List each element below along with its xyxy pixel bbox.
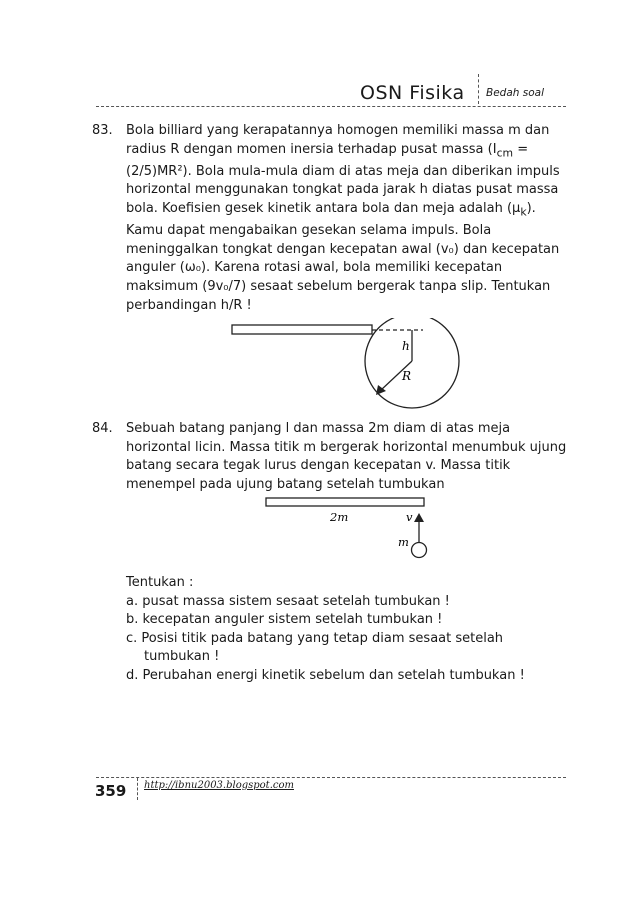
footer-divider bbox=[137, 778, 138, 800]
question-b: b. kecepatan anguler sistem setelah tumbukan ! bbox=[126, 612, 443, 628]
header-rule bbox=[96, 106, 566, 107]
formula-subscript: cm bbox=[496, 146, 514, 160]
problem-83 bbox=[92, 122, 570, 315]
mu-subscript: k bbox=[520, 205, 527, 219]
formula-rest: = (2/5)MR² bbox=[126, 141, 529, 179]
problem-text-part-3: ). Kamu dapat mengabaikan gesekan selama impuls. Bola meninggalkan tongkat dengan kecepatan awal (v₀) dan kecepatan anguler (ω₀). Karena rotasi awal, bola memiliki kecepatan maksimum (9v₀/7) sesaat sebelum bergerak tanpa slip. Tentukan perbandingan h/R ! bbox=[126, 200, 560, 313]
velocity-arrowhead bbox=[414, 513, 424, 522]
point-mass bbox=[412, 543, 427, 558]
footer-rule bbox=[96, 777, 566, 778]
questions-block bbox=[126, 574, 566, 686]
label-2m: 2m bbox=[330, 510, 349, 524]
label-v: v bbox=[406, 510, 413, 524]
footer-link[interactable]: http://ibnu2003.blogspot.com bbox=[144, 780, 294, 791]
problem-text-part-2: ). Bola mula-mula diam di atas meja dan diberikan impuls horizontal menggunakan tongkat pada jarak h diatas pusat massa bola. Koefisien gesek kinetik antara bola dan meja adalah (μ bbox=[126, 163, 560, 216]
header-divider bbox=[478, 74, 479, 104]
header-title: OSN Fisika bbox=[360, 82, 465, 104]
problem-text bbox=[126, 122, 570, 315]
rod bbox=[266, 498, 424, 506]
problem-number: 83. bbox=[92, 123, 113, 138]
page-number: 359 bbox=[95, 782, 127, 800]
problem-text bbox=[126, 420, 570, 494]
questions-prompt: Tentukan : bbox=[126, 575, 194, 590]
problem-84 bbox=[92, 420, 570, 494]
rod-collision-figure bbox=[260, 492, 440, 564]
label-r: R bbox=[402, 369, 412, 383]
question-d: d. Perubahan energi kinetik sebelum dan setelah tumbukan ! bbox=[126, 667, 525, 683]
problem-number: 84. bbox=[92, 421, 113, 436]
header-subtitle: Bedah soal bbox=[486, 87, 545, 99]
billiard-figure bbox=[225, 318, 470, 410]
question-c: c. Posisi titik pada batang yang tetap diam sesaat setelah tumbukan ! bbox=[126, 630, 504, 665]
label-h: h bbox=[402, 339, 410, 353]
problem-text-part-1: Bola billiard yang kerapatannya homogen memiliki massa m dan radius R dengan momen inersia terhadap pusat massa (I bbox=[126, 123, 550, 157]
problem-text-body: Sebuah batang panjang l dan massa 2m diam di atas meja horizontal licin. Massa titik m bergerak horizontal menumbuk ujung batang secara tegak lurus dengan kecepatan v. Massa titik menempel pada ujung batang setelah tumbukan bbox=[126, 421, 567, 492]
question-a: a. pusat massa sistem sesaat setelah tumbukan ! bbox=[126, 593, 450, 609]
cue-stick bbox=[232, 325, 372, 334]
label-m: m bbox=[398, 535, 409, 549]
